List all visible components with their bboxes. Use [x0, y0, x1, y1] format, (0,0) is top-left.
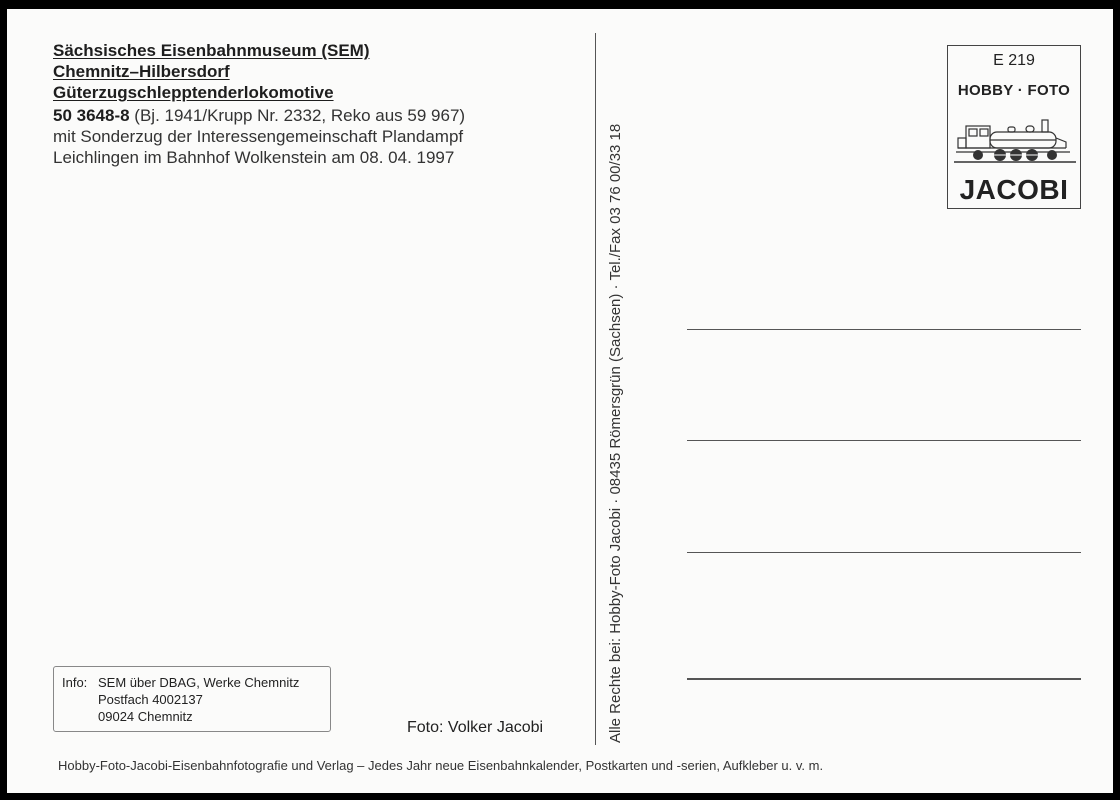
address-line-1 [687, 329, 1081, 330]
rights-text: Alle Rechte bei: Hobby-Foto Jacobi · 08435 Römersgrün (Sachsen) · Tel./Fax 03 76 00/33 18 [607, 123, 624, 743]
stamp-code: E 219 [993, 52, 1035, 69]
heading-type: Güterzugschlepptenderlokomotive [53, 83, 334, 102]
info-line3: 09024 Chemnitz [98, 709, 193, 724]
description-line3: Leichlingen im Bahnhof Wolkenstein am 08. 04. 1997 [53, 148, 455, 167]
heading [53, 40, 370, 103]
stamp-brand: HOBBY · FOTO [957, 82, 1071, 99]
heading-museum: Sächsisches Eisenbahnmuseum (SEM) [53, 41, 370, 60]
locomotive-icon [954, 108, 1076, 166]
info-line2: Postfach 4002137 [98, 692, 203, 707]
postcard-back [7, 9, 1113, 793]
footer-text: Hobby-Foto-Jacobi-Eisenbahnfotografie und Verlag – Jedes Jahr neue Eisenbahnkalender, Postkarten und -serien, Aufkleber u. v. m. [58, 758, 824, 773]
description [53, 105, 465, 168]
locomotive-number: 50 3648-8 [53, 106, 130, 125]
address-line-3 [687, 552, 1081, 553]
info-box [53, 666, 331, 732]
photo-credit: Foto: Volker Jacobi [407, 719, 544, 736]
stamp-box [947, 45, 1081, 209]
stamp-name: JACOBI [959, 174, 1069, 205]
heading-location: Chemnitz–Hilbersdorf [53, 62, 230, 81]
info-line1: SEM über DBAG, Werke Chemnitz [98, 675, 300, 690]
info-label: Info: [62, 675, 88, 690]
divider-line [595, 33, 596, 745]
address-line-2 [687, 440, 1081, 441]
locomotive-detail: (Bj. 1941/Krupp Nr. 2332, Reko aus 59 967) [129, 106, 466, 125]
description-line2: mit Sonderzug der Interessengemeinschaft Plandampf [53, 127, 464, 146]
address-line-4 [687, 678, 1081, 680]
